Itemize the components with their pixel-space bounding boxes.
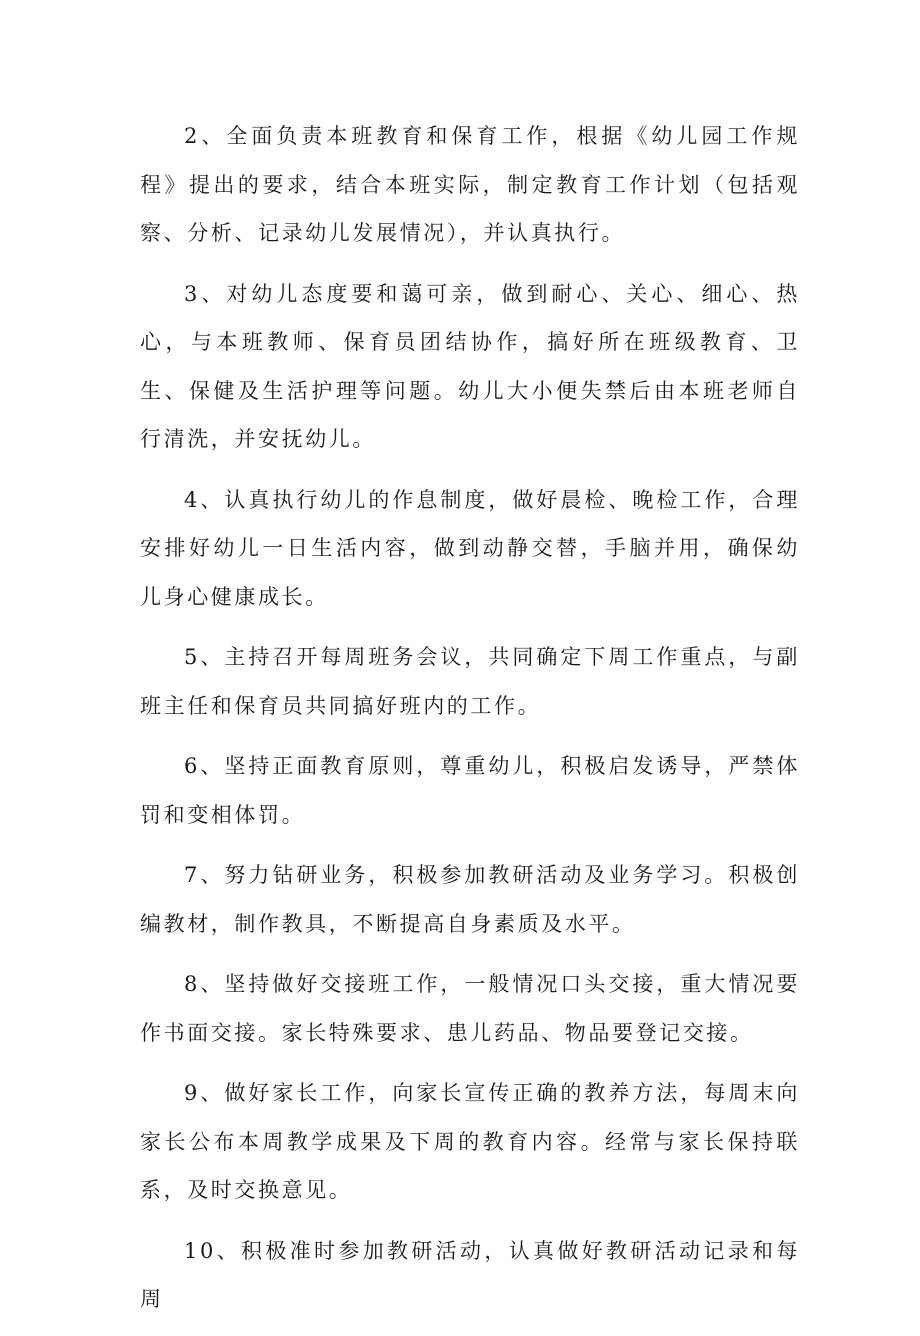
paragraph-3: 3、对幼儿态度要和蔼可亲，做到耐心、关心、细心、热心，与本班教师、保育员团结协作，搞好所在班级教育、卫生、保健及生活护理等问题。幼儿大小便失禁后由本班老师自行清洗，并安抚幼儿。 xyxy=(140,281,800,451)
paragraph-5: 5、主持召开每周班务会议，共同确定下周工作重点，与副班主任和保育员共同搞好班内的工作。 xyxy=(140,645,800,718)
paragraph-6: 6、坚持正面教育原则，尊重幼儿，积极启发诱导，严禁体罚和变相体罚。 xyxy=(140,754,800,827)
document-body xyxy=(140,112,800,1336)
paragraph-9: 9、做好家长工作，向家长宣传正确的教养方法，每周末向家长公布本周教学成果及下周的教育内容。经常与家长保持联系，及时交换意见。 xyxy=(140,1081,800,1202)
paragraph-4: 4、认真执行幼儿的作息制度，做好晨检、晚检工作，合理安排好幼儿一日生活内容，做到动静交替，手脑并用，确保幼儿身心健康成长。 xyxy=(140,487,800,609)
paragraph-7: 7、努力钻研业务，积极参加教研活动及业务学习。积极创编教材，制作教具，不断提高自身素质及水平。 xyxy=(140,863,800,936)
paragraph-8: 8、坚持做好交接班工作，一般情况口头交接，重大情况要作书面交接。家长特殊要求、患儿药品、物品要登记交接。 xyxy=(140,972,800,1045)
paragraph-2: 2、全面负责本班教育和保育工作，根据《幼儿园工作规程》提出的要求，结合本班实际，制定教育工作计划（包括观察、分析、记录幼儿发展情况），并认真执行。 xyxy=(140,124,800,245)
paragraph-10: 10、积极准时参加教研活动，认真做好教研活动记录和每周 xyxy=(140,1238,800,1311)
